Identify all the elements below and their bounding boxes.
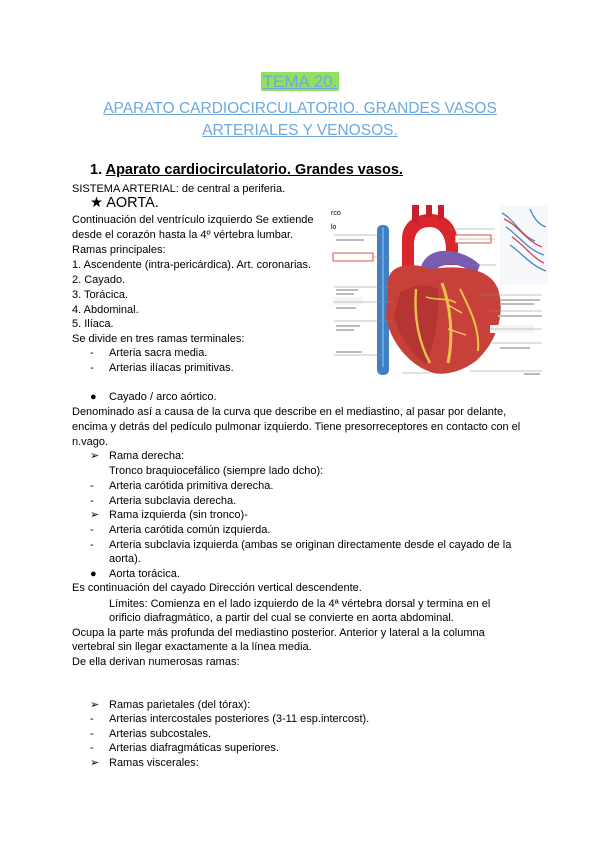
parietal-item: Arterias intercostales posteriores (3-11 esp.intercost). bbox=[109, 713, 370, 725]
ramas-parietales: Ramas parietales (del tórax): bbox=[109, 699, 251, 711]
aorta-desc-2: desde el corazón hasta la 4º vértebra lumbar. bbox=[72, 229, 294, 241]
ocupa-2: vertebral sin llegar exactamente a la línea media. bbox=[72, 641, 312, 653]
subtitle-line-1: APARATO CARDIOCIRCULATORIO. GRANDES VASOS bbox=[103, 100, 497, 117]
heart-anatomy-figure bbox=[330, 205, 548, 377]
izquierda-item: Arteria carótida común izquierda. bbox=[109, 524, 271, 536]
rama-item: 5. Ilíaca. bbox=[72, 318, 114, 330]
cayado-title: Cayado / arco aórtico. bbox=[109, 391, 217, 403]
cayado-desc-2: encima y detrás del pedículo pulmonar izquierdo. Tiene presorreceptores en contacto con el bbox=[72, 421, 521, 433]
tema-title bbox=[0, 72, 600, 92]
dash-marker: - bbox=[90, 524, 94, 536]
dash-marker: - bbox=[90, 742, 94, 754]
ramas-viscerales: Ramas viscerales: bbox=[109, 757, 199, 769]
tema-highlight: TEMA 20. bbox=[262, 72, 338, 91]
rama-item: 1. Ascendente (intra-pericárdica). Art. coronarias. bbox=[72, 259, 312, 271]
arrow-marker: ➢ bbox=[90, 757, 100, 769]
rama-izquierda: Rama izquierda (sin tronco)- bbox=[109, 509, 248, 521]
dash-marker: - bbox=[90, 362, 94, 374]
izquierda-item-2a: Arteria subclavia izquierda (ambas se originan directamente desde el cayado de la bbox=[109, 539, 512, 551]
aorta-heading-text: AORTA. bbox=[106, 195, 159, 211]
terminal-item: Arteria sacra media. bbox=[109, 347, 208, 359]
parietal-item: Arterias diafragmáticas superiores. bbox=[109, 742, 279, 754]
subtitle-line-2: ARTERIALES Y VENOSOS. bbox=[202, 122, 398, 139]
sistema-arterial: SISTEMA ARTERIAL: de central a periferia. bbox=[72, 183, 286, 195]
cayado-desc-1: Denominado así a causa de la curva que describe en el mediastino, al pasar por delante, bbox=[72, 406, 507, 418]
divide-text: Se divide en tres ramas terminales: bbox=[72, 333, 245, 345]
bullet-marker: ● bbox=[90, 568, 97, 580]
star-icon: ★ bbox=[90, 195, 103, 211]
rama-item: 2. Cayado. bbox=[72, 274, 126, 286]
pulmonary-vessels-inset bbox=[500, 205, 548, 285]
parietal-item: Arterias subcostales. bbox=[109, 728, 212, 740]
dash-marker: - bbox=[90, 713, 94, 725]
arrow-marker: ➢ bbox=[90, 450, 100, 462]
rama-derecha: Rama derecha: bbox=[109, 450, 185, 462]
toracica-cont: Es continuación del cayado Dirección vertical descendente. bbox=[72, 582, 362, 594]
derivan: De ella derivan numerosas ramas: bbox=[72, 656, 240, 668]
derecha-item: Arteria subclavia derecha. bbox=[109, 495, 237, 507]
rama-item: 3. Torácica. bbox=[72, 289, 129, 301]
derecha-item: Arteria carótida primitiva derecha. bbox=[109, 480, 274, 492]
section-title: Aparato cardiocirculatorio. Grandes vasos. bbox=[105, 162, 403, 178]
rama-item: 4. Abdominal. bbox=[72, 304, 139, 316]
dash-marker: - bbox=[90, 495, 94, 507]
section-number: 1. bbox=[90, 162, 103, 178]
section-heading bbox=[90, 163, 403, 177]
bullet-marker: ● bbox=[90, 391, 97, 403]
aorta-heading bbox=[90, 196, 159, 210]
limites-1: Límites: Comienza en el lado izquierdo de la 4ª vértebra dorsal y termina en el bbox=[109, 598, 491, 610]
cayado-desc-3: n.vago. bbox=[72, 436, 109, 448]
tronco-braquiocefalico: Tronco braquiocefálico (siempre lado dcho): bbox=[109, 465, 324, 477]
ocupa-1: Ocupa la parte más profunda del mediastino posterior. Anterior y lateral a la columna bbox=[72, 627, 485, 639]
toracica-title: Aorta torácica. bbox=[109, 568, 180, 580]
dash-marker: - bbox=[90, 347, 94, 359]
terminal-item: Arterias ilíacas primitivas. bbox=[109, 362, 234, 374]
arrow-marker: ➢ bbox=[90, 699, 100, 711]
corner-text-1: rco bbox=[331, 210, 341, 217]
limites-2: orificio diafragmático, a partir del cual se convierte en aorta abdominal. bbox=[109, 612, 454, 624]
ramas-principales: Ramas principales: bbox=[72, 244, 166, 256]
arrow-marker: ➢ bbox=[90, 509, 100, 521]
corner-text-2: lo bbox=[331, 224, 337, 231]
aorta-desc-1: Continuación del ventrículo izquierdo Se extiende bbox=[72, 214, 314, 226]
izquierda-item-2b: aorta). bbox=[109, 553, 141, 565]
dash-marker: - bbox=[90, 728, 94, 740]
dash-marker: - bbox=[90, 480, 94, 492]
dash-marker: - bbox=[90, 539, 94, 551]
